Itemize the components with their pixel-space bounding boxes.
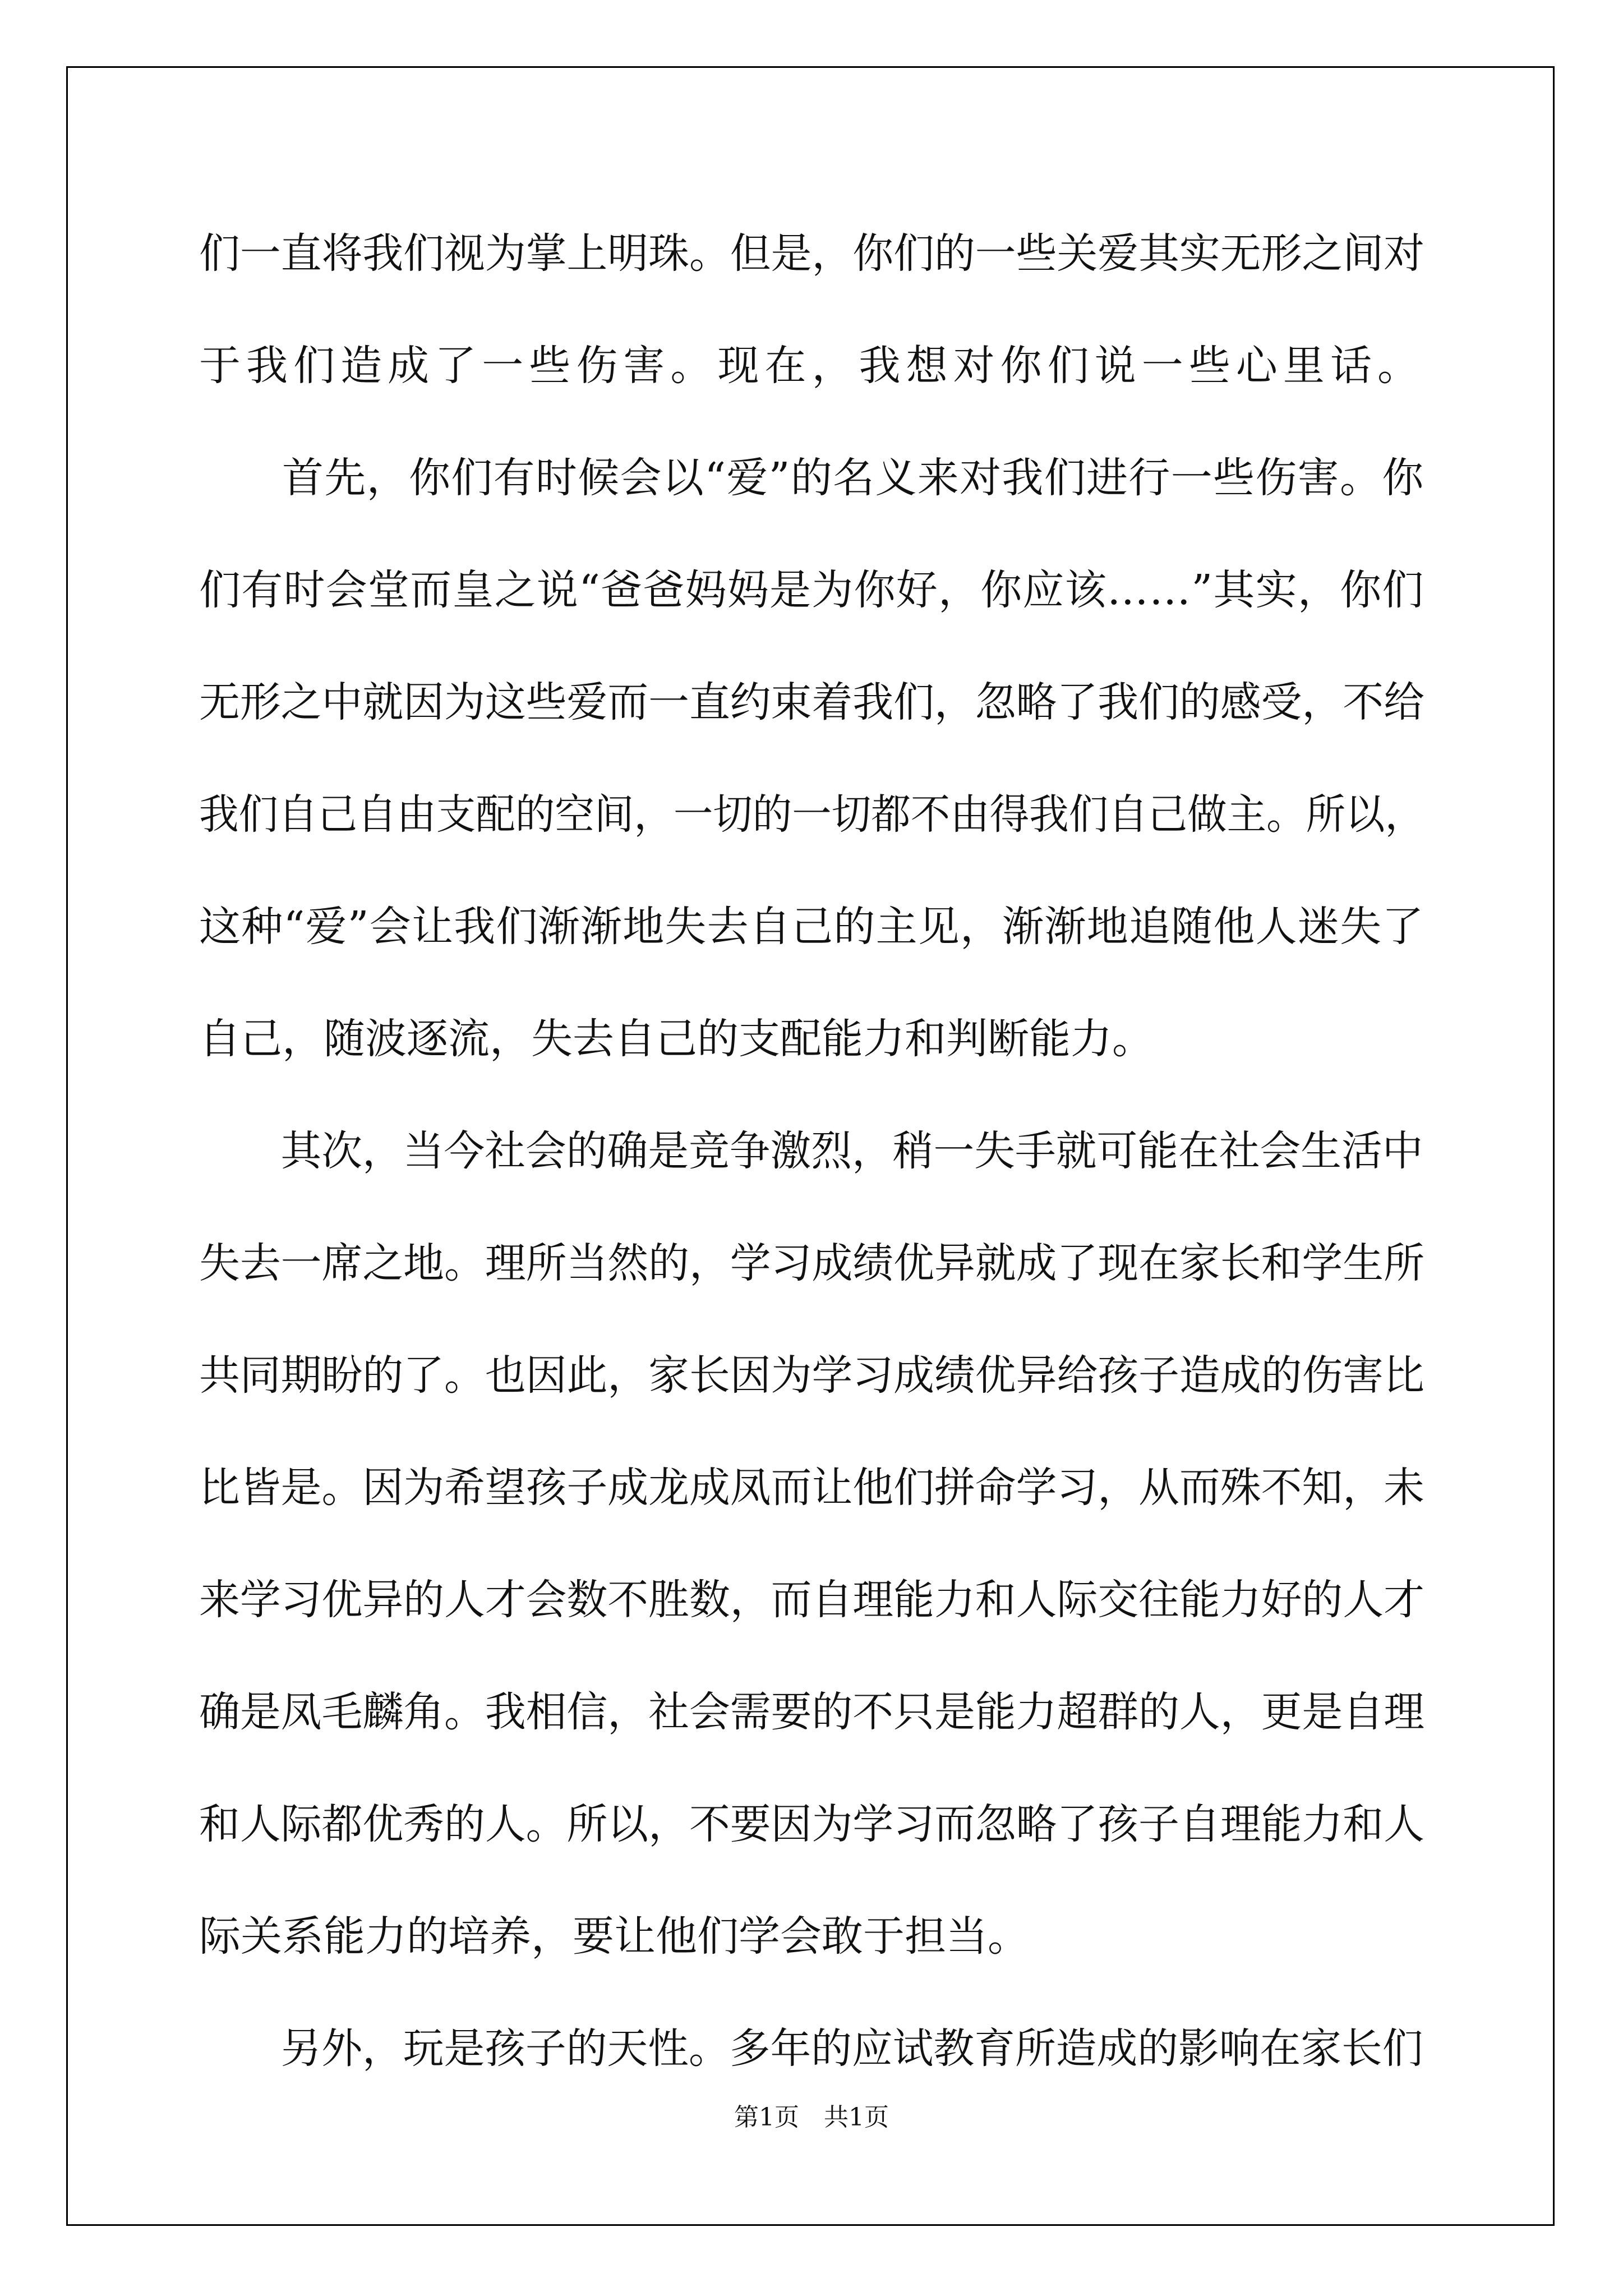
text-line: 际关系能力的培养，要让他们学会敢于担当。 [199, 1912, 1029, 1961]
text-line: 们一直将我们视为掌上明珠。但是，你们的一些关爱其实无形之间对 [199, 229, 1424, 278]
text-line: 确是凤毛麟角。我相信，社会需要的不只是能力超群的人，更是自理 [199, 1688, 1424, 1736]
page-footer [0, 2101, 1623, 2134]
text-line: 无形之中就因为这些爱而一直约束着我们，忽略了我们的感受，不给 [199, 678, 1424, 726]
text-line: 我们自己自由支配的空间，一切的一切都不由得我们自己做主。所以， [199, 790, 1425, 839]
text-line: 和人际都优秀的人。所以，不要因为学习而忽略了孩子自理能力和人 [199, 1800, 1424, 1848]
page-number: 第1页 共1页 [734, 2103, 889, 2132]
text-line: 们有时会堂而皇之说“爸爸妈妈是为你好，你应该……”其实，你们 [199, 566, 1424, 614]
text-line: 共同期盼的了。也因此，家长因为学习成绩优异给孩子造成的伤害比 [199, 1351, 1424, 1400]
text-line: 来学习优异的人才会数不胜数，而自理能力和人际交往能力好的人才 [199, 1576, 1424, 1624]
text-line: 失去一席之地。理所当然的，学习成绩优异就成了现在家长和学生所 [199, 1239, 1424, 1287]
paragraph-first-line: 其次，当今社会的确是竞争激烈，稍一失手就可能在社会生活中 [280, 1127, 1423, 1175]
text-line: 比皆是。因为希望孩子成龙成凤而让他们拼命学习，从而殊不知，未 [199, 1464, 1424, 1512]
text-line: 这种“爱”会让我们渐渐地失去自己的主见，渐渐地追随他人迷失了 [199, 903, 1424, 951]
paragraph-first-line: 首先，你们有时候会以“爱”的名义来对我们进行一些伤害。你 [282, 454, 1424, 502]
document-body [199, 197, 1424, 2105]
paragraph-first-line: 另外，玩是孩子的天性。多年的应试教育所造成的影响在家长们 [280, 2024, 1423, 2073]
text-line: 于我们造成了一些伤害。现在，我想对你们说一些心里话。 [199, 342, 1425, 390]
text-line: 自己，随波逐流，失去自己的支配能力和判断能力。 [199, 1015, 1154, 1063]
